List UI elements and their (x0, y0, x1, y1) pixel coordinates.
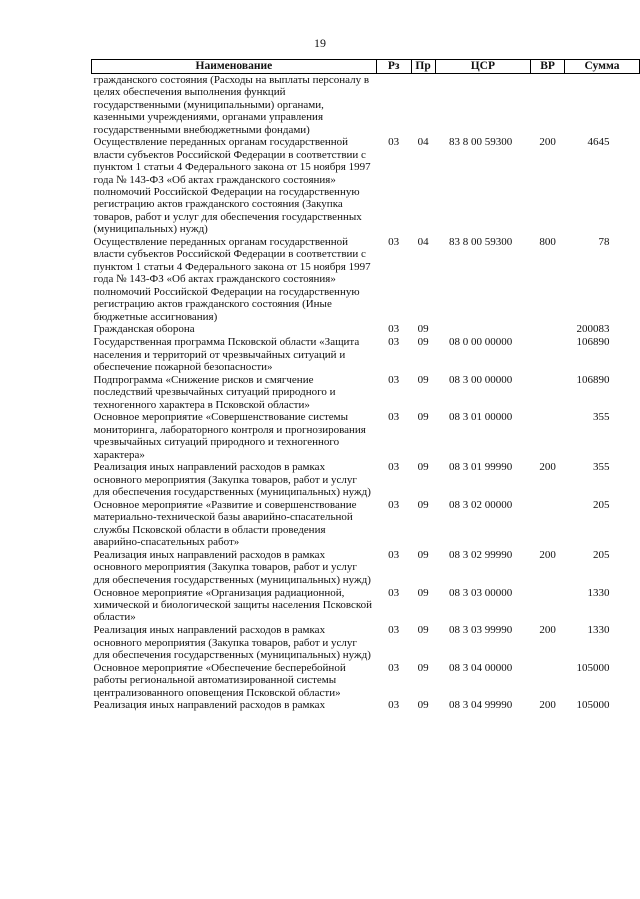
cell-sum: 78 (598, 236, 610, 249)
cell-vr: 800 (539, 236, 556, 249)
cell-rz: 03 (388, 461, 400, 474)
cell-rz: 03 (388, 236, 400, 249)
cell-rz: 03 (388, 586, 400, 599)
cell-name: Реализация иных направлений расходов в рамках (93, 699, 326, 712)
cell-csr: 08 0 00 00000 (449, 336, 513, 349)
cell-name: Осуществление переданных органам государственной власти субъектов Российской Федерации в соответствии с пунктом 1 статьи 4 Федерального закона от 15 ноября 1997 года № 143-ФЗ «Об актах гражданского состояния» полномочий Российской Федерации на государственную регистрацию актов гражданского состояния (Иные бюджетные ассигнования) (93, 236, 371, 323)
cell-vr: 200 (539, 136, 556, 149)
cell-vr (531, 411, 565, 461)
cell-sum: 355 (593, 411, 610, 424)
cell-sum: 106890 (576, 336, 610, 349)
cell-pr: 09 (417, 661, 429, 674)
col-header-rz: Рз (376, 60, 411, 74)
cell-name: Основное мероприятие «Совершенствование системы мониторинга, лабораторного контроля и прогнозирования чрезвычайных ситуаций природного и техногенного характера» (93, 411, 366, 461)
table-row (92, 461, 640, 499)
col-header-csr: ЦСР (435, 60, 531, 74)
cell-csr: 08 3 03 99990 (449, 624, 513, 637)
cell-pr: 09 (417, 624, 429, 637)
cell-pr: 09 (417, 586, 429, 599)
table-row (92, 336, 640, 374)
cell-name: Подпрограмма «Снижение рисков и смягчение последствий чрезвычайных ситуаций природного и техногенного характера в Псковской области» (93, 373, 336, 411)
cell-pr: 04 (417, 236, 429, 249)
cell-rz: 03 (388, 498, 400, 511)
col-header-sum: Сумма (565, 60, 640, 74)
page-number: 19 (314, 36, 326, 50)
cell-sum: 1330 (587, 586, 610, 599)
cell-pr: 09 (417, 548, 429, 561)
cell-sum: 355 (593, 461, 610, 474)
cell-pr: 09 (417, 461, 429, 474)
table-header-row (92, 60, 640, 74)
cell-rz: 03 (388, 548, 400, 561)
cell-sum: 105000 (576, 661, 610, 674)
cell-vr (531, 587, 565, 625)
cell-csr: 08 3 02 00000 (449, 498, 513, 511)
cell-sum: 4645 (587, 136, 610, 149)
cell-pr: 09 (417, 323, 429, 336)
cell-name: Реализация иных направлений расходов в рамках основного мероприятия (Закупка товаров, работ и услуг для обеспечения государственных (муниципальных) нужд) (93, 548, 371, 586)
table-row (92, 699, 640, 712)
cell-name: Осуществление переданных органам государственной власти субъектов Российской Федерации в соответствии с пунктом 1 статьи 4 Федерального закона от 15 ноября 1997 года № 143-ФЗ «Об актах гражданского состояния» полномочий Российской Федерации на государственную регистрацию актов гражданского состояния (Закупка товаров, работ и услуг для обеспечения государственных (муниципальных) нужд) (93, 136, 371, 236)
cell-csr: 08 3 04 99990 (449, 699, 513, 712)
cell-sum: 200083 (576, 323, 610, 336)
cell-csr: 08 3 01 00000 (449, 411, 513, 424)
col-header-pr: Пр (411, 60, 435, 74)
cell-rz: 03 (388, 373, 400, 386)
cell-vr: 200 (539, 461, 556, 474)
cell-name: гражданского состояния (Расходы на выплаты персоналу в целях обеспечения выполнения функций государственными (муниципальными) органами, казенными учреждениями, органами управления государственными внебюджетными фондами) (93, 74, 370, 136)
cell-pr: 09 (417, 373, 429, 386)
cell-pr: 04 (417, 136, 429, 149)
cell-name: Основное мероприятие «Организация радиационной, химической и биологической защиты населения Псковской области» (93, 586, 373, 624)
cell-vr (531, 499, 565, 549)
table-row (92, 411, 640, 461)
cell-vr: 200 (539, 548, 556, 561)
cell-csr: 83 8 00 59300 (449, 236, 513, 249)
cell-csr (435, 74, 531, 137)
cell-csr: 08 3 01 99990 (449, 461, 513, 474)
cell-vr (531, 74, 565, 137)
cell-name: Реализация иных направлений расходов в рамках основного мероприятия (Закупка товаров, работ и услуг для обеспечения государственных (муниципальных) нужд) (93, 461, 371, 499)
cell-rz: 03 (388, 411, 400, 424)
table-row (92, 236, 640, 323)
cell-pr: 09 (417, 336, 429, 349)
cell-sum: 1330 (587, 624, 610, 637)
table-row (92, 499, 640, 549)
cell-vr (531, 336, 565, 374)
table-row (92, 74, 640, 137)
cell-rz: 03 (388, 699, 400, 712)
cell-name: Государственная программа Псковской области «Защита населения и территорий от чрезвычайных ситуаций и обеспечение пожарной безопасности» (93, 336, 360, 373)
cell-vr (531, 662, 565, 700)
table-row (92, 549, 640, 587)
cell-sum: 205 (593, 498, 610, 511)
cell-sum (565, 74, 640, 137)
cell-pr: 09 (417, 498, 429, 511)
table-row (92, 587, 640, 625)
table-row (92, 374, 640, 412)
cell-name: Основное мероприятие «Развитие и совершенствование материально-технической базы аварийно-спасательной службы Псковской области в области проведения аварийно-спасательных работ» (93, 498, 357, 549)
table-row (92, 136, 640, 236)
cell-name: Реализация иных направлений расходов в рамках основного мероприятия (Закупка товаров, работ и услуг для обеспечения государственных (муниципальных) нужд) (93, 624, 371, 661)
cell-rz (376, 74, 411, 137)
cell-rz: 03 (388, 661, 400, 674)
cell-csr: 08 3 04 00000 (449, 661, 513, 674)
cell-rz: 03 (388, 336, 400, 349)
cell-rz: 03 (388, 624, 400, 637)
cell-csr: 83 8 00 59300 (449, 136, 513, 149)
cell-rz: 03 (388, 136, 400, 149)
table-row (92, 662, 640, 700)
cell-pr (411, 74, 435, 137)
cell-name: Гражданская оборона (93, 323, 195, 336)
cell-csr: 08 3 00 00000 (449, 373, 513, 386)
cell-pr: 09 (417, 699, 429, 712)
cell-vr: 200 (539, 699, 556, 712)
cell-vr (531, 374, 565, 412)
table-row (92, 323, 640, 336)
table-row (92, 624, 640, 662)
cell-sum: 205 (593, 548, 610, 561)
cell-name: Основное мероприятие «Обеспечение бесперебойной работы региональной автоматизированной системы централизованного оповещения Псковской области» (93, 661, 346, 699)
cell-pr: 09 (417, 411, 429, 424)
cell-csr: 08 3 02 99990 (449, 548, 513, 561)
col-header-name: Наименование (92, 60, 377, 74)
cell-csr: 08 3 03 00000 (449, 586, 513, 599)
cell-csr (435, 323, 531, 336)
cell-rz: 03 (388, 323, 400, 336)
cell-sum: 105000 (576, 699, 610, 712)
cell-vr: 200 (539, 624, 556, 637)
cell-sum: 106890 (576, 373, 610, 386)
budget-table (91, 59, 640, 712)
cell-vr (531, 323, 565, 336)
col-header-vr: ВР (531, 60, 565, 74)
